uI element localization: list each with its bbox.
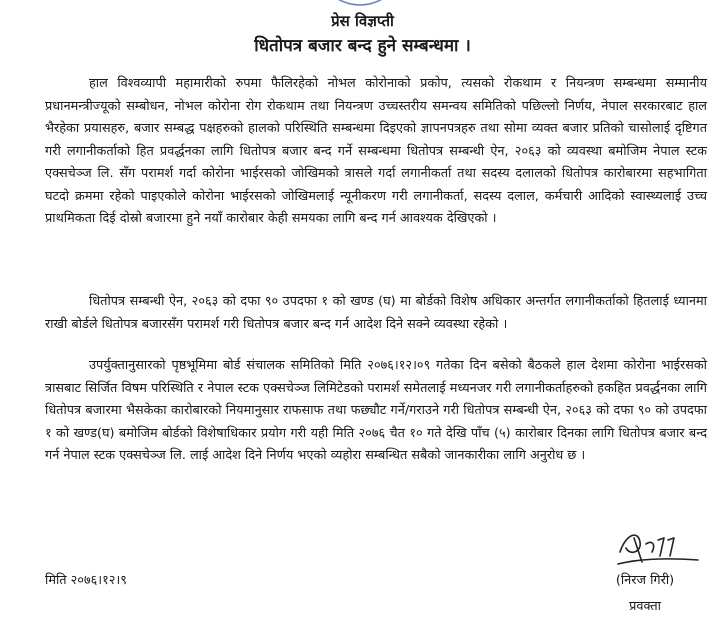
body-paragraph-1: हाल विश्वव्यापी महामारीको रुपमा फैलिरहेको नोभल कोरोनाको प्रकोप, त्यसको रोकथाम र नियन्त्रण सम्बन्धमा सम्मानीय प्रधानमन्त्रीज्यूको सम्बोधन, नोभल कोरोना रोग रोकथाम तथा नियन्त्रण उच्चस्तरीय समन्वय समितिको पछिल्लो निर्णय, नेपाल सरकारबाट हाल भैरहेका प्रयासहरु, बजार सम्बद्ध पक्षहरुको हालको परिस्थिति सम्बन्धमा दिइएको ज्ञापनपत्रहरु तथा सोमा व्यक्त बजार प्रतिको चासोलाई दृष्टिगत गरी लगानीकर्ताको हित प्रवर्द्धनका लागि धितोपत्र बजार बन्द गर्ने सम्बन्धमा धितोपत्र सम्बन्धी ऐन, २०६३ को व्यवस्था बमोजिम नेपाल स्टक एक्सचेञ्ज लि. सँग परामर्श गर्दा कोरोना भाईरसको जोखिमको त्रासले गर्दा लगानीकर्ता तथा सदस्य दलालको धितोपत्र कारोबारमा सहभागिता घटदो क्रममा रहेको पाइएकोले कोरोना भाईरसको जोखिमलाई न्यूनीकरण गरी लगानीकर्ता, सदस्य दलाल, कर्मचारी आदिको स्वास्थ्यलाई उच्च प्राथमिकता दिई दोस्रो बजारमा हुने नयाँ कारोबार केही समयका लागि बन्द गर्न आवश्यक देखिएको । [45, 76, 707, 226]
body-paragraph-3: उपर्युक्तानुसारको पृष्ठभूमिमा बोर्ड संचालक समितिको मिति २०७६।१२।०९ गतेका दिन बसेको बैठकले हाल देशमा कोरोना भाईरसको त्रासबाट सिर्जित विषम परिस्थिति र नेपाल स्टक एक्सचेञ्ज लिमिटेडको परामर्श समेतलाई मध्यनजर गरी लगानीकर्ताहरुको हकहित प्रवर्द्धनका लागि धितोपत्र बजारमा भैसकेका कारोबारको नियमानुसार राफसाफ तथा फछ्यौट गर्ने/गराउने गरी धितोपत्र सम्बन्धी ऐन, २०६३ को दफा ९० को उपदफा १ को खण्ड(घ) बमोजिम बोर्डको विशेषाधिकार प्रयोग गरी यही मिति २०७६ चैत १० गते देखि पाँच (५) कारोबार दिनका लागि धितोपत्र बजार बन्द गर्न नेपाल स्टक एक्सचेञ्ज लि. लाई आदेश दिने निर्णय भएको व्यहोरा सम्बन्धित सबैको जानकारीका लागि अनुरोध छ । [45, 358, 707, 463]
signature-mark [612, 522, 702, 570]
body-paragraph-2: धितोपत्र सम्बन्धी ऐन, २०६३ को दफा ९० उपदफा १ को खण्ड (घ) मा बोर्डको विशेष अधिकार अन्तर्गत लगानीकर्ताको हितलाई ध्यानमा राखी बोर्डले धितोपत्र बजारसँग परामर्श गरी धितोपत्र बजार बन्द गर्न आदेश दिने सक्ने व्यवस्था रहेको । [45, 294, 707, 332]
document-subtitle: धितोपत्र बजार बन्द हुने सम्बन्धमा । [254, 36, 471, 56]
signer-name: (निरज गिरी) [615, 573, 675, 588]
document-title: प्रेस विज्ञप्ती [331, 12, 394, 30]
issue-date: मिति २०७६।१२।९ [45, 573, 127, 588]
signer-role: प्रवक्ता [629, 599, 661, 614]
